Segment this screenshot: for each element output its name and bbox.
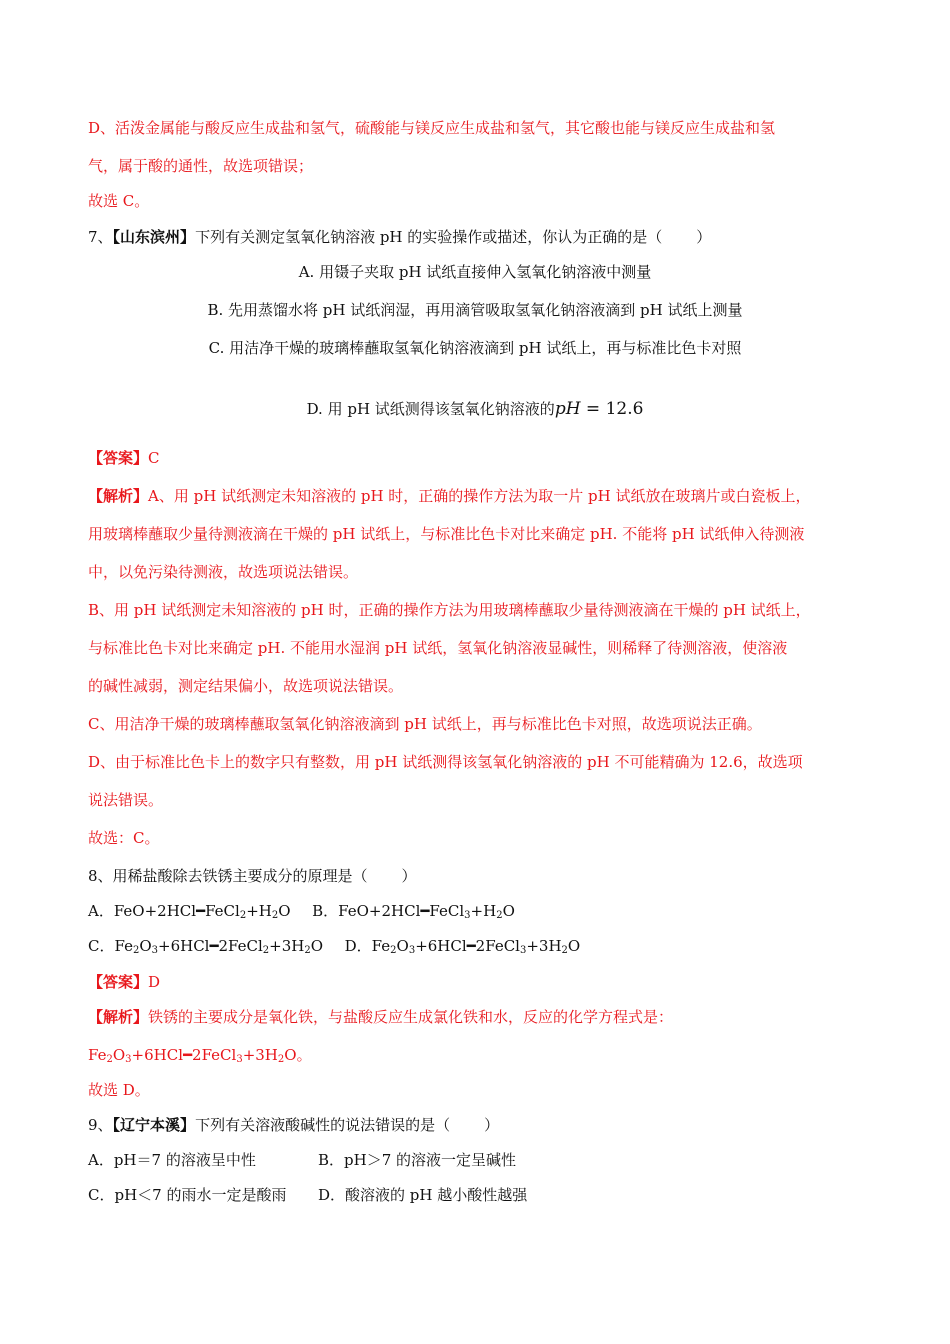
q7-conclusion: 故选：C。 xyxy=(88,829,160,847)
q9-option-b: B．pH＞7 的溶液一定呈碱性 xyxy=(318,1151,517,1169)
q7-option-d xyxy=(0,399,950,419)
q7-stem xyxy=(88,227,711,247)
q7-analysis-label: 【解析】 xyxy=(88,487,149,505)
q9-option-a: A．pH＝7 的溶液呈中性 xyxy=(88,1151,256,1169)
prev-explanation-line-2: 气，属于酸的通性，故选项错误； xyxy=(88,157,314,175)
q7-option-a: A. 用镊子夹取 pH 试纸直接伸入氢氧化钠溶液中测量 xyxy=(298,263,652,281)
q7-source: 【山东滨州】 xyxy=(112,228,196,246)
q9-stem-end: ） xyxy=(484,1116,500,1134)
q8-answer-value: D xyxy=(148,973,161,991)
q7-analysis-a1 xyxy=(88,486,811,506)
q8-answer-label: 【答案】 xyxy=(88,973,149,991)
q8-answer xyxy=(88,972,160,992)
q7-analysis-b3: 的碱性减弱，测定结果偏小，故选项说法错误。 xyxy=(88,677,404,695)
q8-stem xyxy=(88,866,417,886)
q7-analysis-d2: 说法错误。 xyxy=(88,791,164,809)
q9-number: 9、 xyxy=(88,1116,113,1134)
q7-answer-label: 【答案】 xyxy=(88,449,149,467)
q8-equation: $Fe_2O_3+6HCl━2FeCl_3+3H_2O$。 xyxy=(88,1046,312,1065)
q7-option-d-math-eq: = 12.6 xyxy=(580,399,644,419)
q7-stem-text: 下列有关测定氢氧化钠溶液 pH 的实验操作或描述，你认为正确的是（ xyxy=(195,228,663,246)
q8-conclusion: 故选 D。 xyxy=(88,1081,150,1099)
q7-analysis-b1: B、用 pH 试纸测定未知溶液的 pH 时，正确的操作方法为用玻璃棒蘸取少量待测液滴在干燥的 pH 试纸上， xyxy=(88,601,811,619)
q7-analysis-d1: D、由于标准比色卡上的数字只有整数，用 pH 试纸测得该氢氧化钠溶液的 pH 不可能精确为 12.6，故选项 xyxy=(88,753,803,771)
q8-options-cd xyxy=(88,936,580,956)
q7-analysis-a2: 用玻璃棒蘸取少量待测液滴在干燥的 pH 试纸上，与标准比色卡对比来确定 pH. 不能将 pH 试纸伸入待测液 xyxy=(88,525,805,543)
q7-analysis-a3: 中，以免污染待测液，故选项说法错误。 xyxy=(88,563,359,581)
q8-option-c: C．$Fe_2O_3+6HCl━2FeCl_2+3H_2O$ xyxy=(88,937,324,956)
q7-answer-value: C xyxy=(148,449,160,467)
q7-analysis-a1-text: A、用 pH 试纸测定未知溶液的 pH 时，正确的操作方法为取一片 pH 试纸放在玻璃片或白瓷板上， xyxy=(148,487,811,505)
q7-analysis-b2: 与标准比色卡对比来确定 pH. 不能用水湿润 pH 试纸，氢氧化钠溶液显碱性，则稀释了待测溶液，使溶液 xyxy=(88,639,788,657)
q8-stem-text: 8、用稀盐酸除去铁锈主要成分的原理是（ xyxy=(88,867,368,885)
q9-stem xyxy=(88,1115,499,1135)
q7-option-b: B. 先用蒸馏水将 pH 试纸润湿，再用滴管吸取氢氧化钠溶液滴到 pH 试纸上测量 xyxy=(207,301,743,319)
q7-number: 7、 xyxy=(88,228,113,246)
q8-stem-end: ） xyxy=(401,867,417,885)
q7-option-d-math-var: pH xyxy=(554,399,581,419)
q8-analysis-label: 【解析】 xyxy=(88,1008,149,1026)
q9-option-d: D．酸溶液的 pH 越小酸性越强 xyxy=(318,1186,528,1204)
q9-source: 【辽宁本溪】 xyxy=(112,1116,196,1134)
prev-conclusion: 故选 C。 xyxy=(88,192,150,210)
q9-option-c: C．pH＜7 的雨水一定是酸雨 xyxy=(88,1186,287,1204)
q8-analysis-1-text: 铁锈的主要成分是氧化铁，与盐酸反应生成氯化铁和水，反应的化学方程式是： xyxy=(148,1008,674,1026)
q7-analysis-c1: C、用洁净干燥的玻璃棒蘸取氢氧化钠溶液滴到 pH 试纸上，再与标准比色卡对照，故选项说法正确。 xyxy=(88,715,762,733)
q8-option-b: B．$FeO+2HCl━FeCl_3+H_2O$ xyxy=(312,902,515,921)
q7-option-c: C. 用洁净干燥的玻璃棒蘸取氢氧化钠溶液滴到 pH 试纸上，再与标准比色卡对照 xyxy=(208,339,742,357)
q8-options-ab xyxy=(88,901,515,921)
q8-option-a: A．$FeO+2HCl━FeCl_2+H_2O$ xyxy=(88,902,291,921)
q8-option-d: D．$Fe_2O_3+6HCl━2FeCl_3+3H_2O$ xyxy=(344,937,581,956)
q8-analysis-1 xyxy=(88,1007,673,1027)
q7-option-d-text: D. 用 pH 试纸测得该氢氧化钠溶液的 xyxy=(306,400,555,418)
q9-stem-text: 下列有关溶液酸碱性的说法错误的是（ xyxy=(195,1116,451,1134)
q7-answer xyxy=(88,448,160,468)
prev-explanation-line-1: D、活泼金属能与酸反应生成盐和氢气，硫酸能与镁反应生成盐和氢气，其它酸也能与镁反应生成盐和氢 xyxy=(88,119,776,137)
q7-stem-end: ） xyxy=(696,228,712,246)
